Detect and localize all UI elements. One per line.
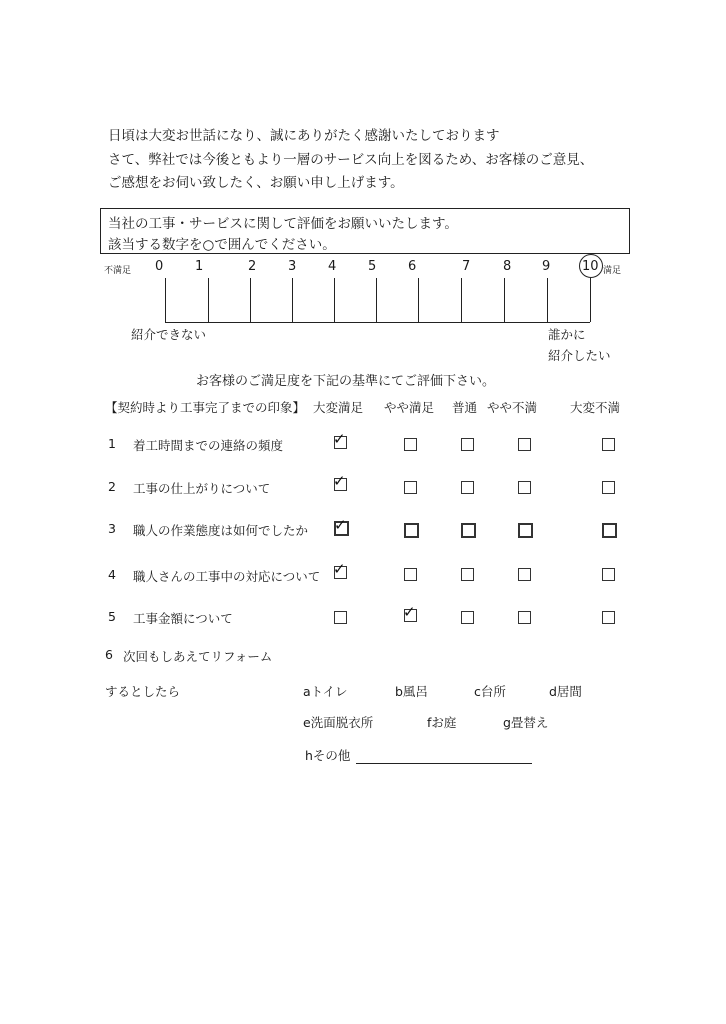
q1-checkbox-somewhat-satisfied[interactable] bbox=[404, 438, 417, 451]
column-somewhat-dissatisfied: やや不満 bbox=[487, 400, 538, 415]
satisfaction-heading: お客様のご満足度を下記の基準にてご評価下さい。 bbox=[196, 374, 496, 389]
option-kitchen[interactable]: c台所 bbox=[474, 684, 506, 699]
q3-checkbox-somewhat-dissatisfied[interactable] bbox=[518, 523, 533, 538]
check-mark-icon: ✓ bbox=[334, 516, 347, 534]
question-6-line-2: するとしたら bbox=[105, 684, 181, 699]
q5-checkbox-very-dissatisfied[interactable] bbox=[602, 611, 615, 624]
scale-number-7[interactable]: 7 bbox=[462, 259, 471, 274]
scale-number-0[interactable]: 0 bbox=[155, 259, 164, 274]
question-2-number: 2 bbox=[108, 479, 116, 494]
q3-checkbox-very-dissatisfied[interactable] bbox=[602, 523, 617, 538]
question-6-line-1: 次回もしあえてリフォーム bbox=[123, 649, 273, 664]
q5-checkbox-very-satisfied[interactable] bbox=[334, 611, 347, 624]
q2-checkbox-somewhat-dissatisfied[interactable] bbox=[518, 481, 531, 494]
option-bath[interactable]: b風呂 bbox=[395, 684, 428, 699]
option-living-room[interactable]: d居間 bbox=[549, 684, 582, 699]
option-garden[interactable]: fお庭 bbox=[427, 715, 457, 730]
q5-checkbox-neutral[interactable] bbox=[461, 611, 474, 624]
option-other[interactable]: hその他 bbox=[305, 748, 351, 763]
scale-number-9[interactable]: 9 bbox=[542, 259, 551, 274]
option-washroom[interactable]: e洗面脱衣所 bbox=[303, 715, 374, 730]
scale-left-label: 不満足 bbox=[104, 266, 132, 276]
scale-low-caption: 紹介できない bbox=[131, 327, 207, 342]
column-very-dissatisfied: 大変不満 bbox=[570, 400, 621, 415]
q4-checkbox-somewhat-satisfied[interactable] bbox=[404, 568, 417, 581]
scale-number-6[interactable]: 6 bbox=[408, 259, 417, 274]
q4-checkbox-neutral[interactable] bbox=[461, 568, 474, 581]
question-4-number: 4 bbox=[108, 567, 116, 582]
scale-number-5[interactable]: 5 bbox=[368, 259, 377, 274]
q5-checkbox-somewhat-dissatisfied[interactable] bbox=[518, 611, 531, 624]
intro-line-2: さて、弊社では今後ともより一層のサービス向上を図るため、お客様のご意見、 bbox=[108, 152, 594, 168]
q4-checkbox-very-dissatisfied[interactable] bbox=[602, 568, 615, 581]
column-somewhat-satisfied: やや満足 bbox=[384, 400, 435, 415]
column-neutral: 普通 bbox=[452, 400, 478, 415]
question-3-text: 職人の作業態度は如何でしたか bbox=[133, 523, 309, 538]
q2-checkbox-very-dissatisfied[interactable] bbox=[602, 481, 615, 494]
q1-checkbox-somewhat-dissatisfied[interactable] bbox=[518, 438, 531, 451]
q1-checkbox-neutral[interactable] bbox=[461, 438, 474, 451]
q1-checkbox-very-dissatisfied[interactable] bbox=[602, 438, 615, 451]
check-mark-icon: ✓ bbox=[333, 560, 346, 578]
instruction-line-2: 該当する数字を○で囲んでください。 bbox=[108, 237, 336, 253]
intro-line-3: ご感想をお伺い致したく、お願い申し上げます。 bbox=[108, 175, 404, 191]
question-6-number: 6 bbox=[105, 647, 113, 662]
check-mark-icon: ✓ bbox=[333, 472, 346, 490]
scale-number-4[interactable]: 4 bbox=[328, 259, 337, 274]
question-1-text: 着工時間までの連絡の頻度 bbox=[133, 438, 284, 453]
question-5-text: 工事金額について bbox=[133, 611, 233, 626]
option-toilet[interactable]: aトイレ bbox=[303, 684, 348, 699]
column-very-satisfied: 大変満足 bbox=[313, 400, 364, 415]
q4-checkbox-somewhat-dissatisfied[interactable] bbox=[518, 568, 531, 581]
q1-checkbox-very-satisfied[interactable] bbox=[333, 430, 347, 449]
scale-right-label: 満足 bbox=[603, 266, 622, 276]
scale-high-caption-2: 紹介したい bbox=[548, 348, 611, 363]
question-4-text: 職人さんの工事中の対応について bbox=[133, 569, 321, 584]
selected-rating-circle bbox=[579, 254, 603, 278]
q2-checkbox-somewhat-satisfied[interactable] bbox=[404, 481, 417, 494]
q3-checkbox-very-satisfied[interactable] bbox=[334, 516, 349, 536]
scale-number-1[interactable]: 1 bbox=[195, 259, 204, 274]
check-mark-icon: ✓ bbox=[403, 603, 416, 621]
question-1-number: 1 bbox=[108, 436, 116, 451]
scale-high-caption-1: 誰かに bbox=[548, 327, 586, 342]
check-mark-icon: ✓ bbox=[333, 430, 346, 448]
q2-checkbox-neutral[interactable] bbox=[461, 481, 474, 494]
scale-number-2[interactable]: 2 bbox=[248, 259, 257, 274]
q3-checkbox-neutral[interactable] bbox=[461, 523, 476, 538]
q3-checkbox-somewhat-satisfied[interactable] bbox=[404, 523, 419, 538]
other-answer-line[interactable] bbox=[356, 763, 532, 764]
instruction-line-1: 当社の工事・サービスに関して評価をお願いいたします。 bbox=[108, 216, 458, 232]
section-label: 【契約時より工事完了までの印象】 bbox=[105, 400, 306, 415]
intro-line-1: 日頃は大変お世話になり、誠にありがたく感謝いたしております bbox=[108, 128, 500, 144]
scale-number-8[interactable]: 8 bbox=[503, 259, 512, 274]
scale-number-3[interactable]: 3 bbox=[288, 259, 297, 274]
question-3-number: 3 bbox=[108, 521, 116, 536]
question-2-text: 工事の仕上がりについて bbox=[133, 481, 271, 496]
scale-number-10[interactable]: 10 bbox=[582, 259, 599, 274]
option-tatami[interactable]: g畳替え bbox=[503, 715, 549, 730]
question-5-number: 5 bbox=[108, 609, 116, 624]
q4-checkbox-very-satisfied[interactable] bbox=[333, 560, 347, 579]
q2-checkbox-very-satisfied[interactable] bbox=[333, 472, 347, 491]
q5-checkbox-somewhat-satisfied[interactable] bbox=[403, 603, 417, 622]
